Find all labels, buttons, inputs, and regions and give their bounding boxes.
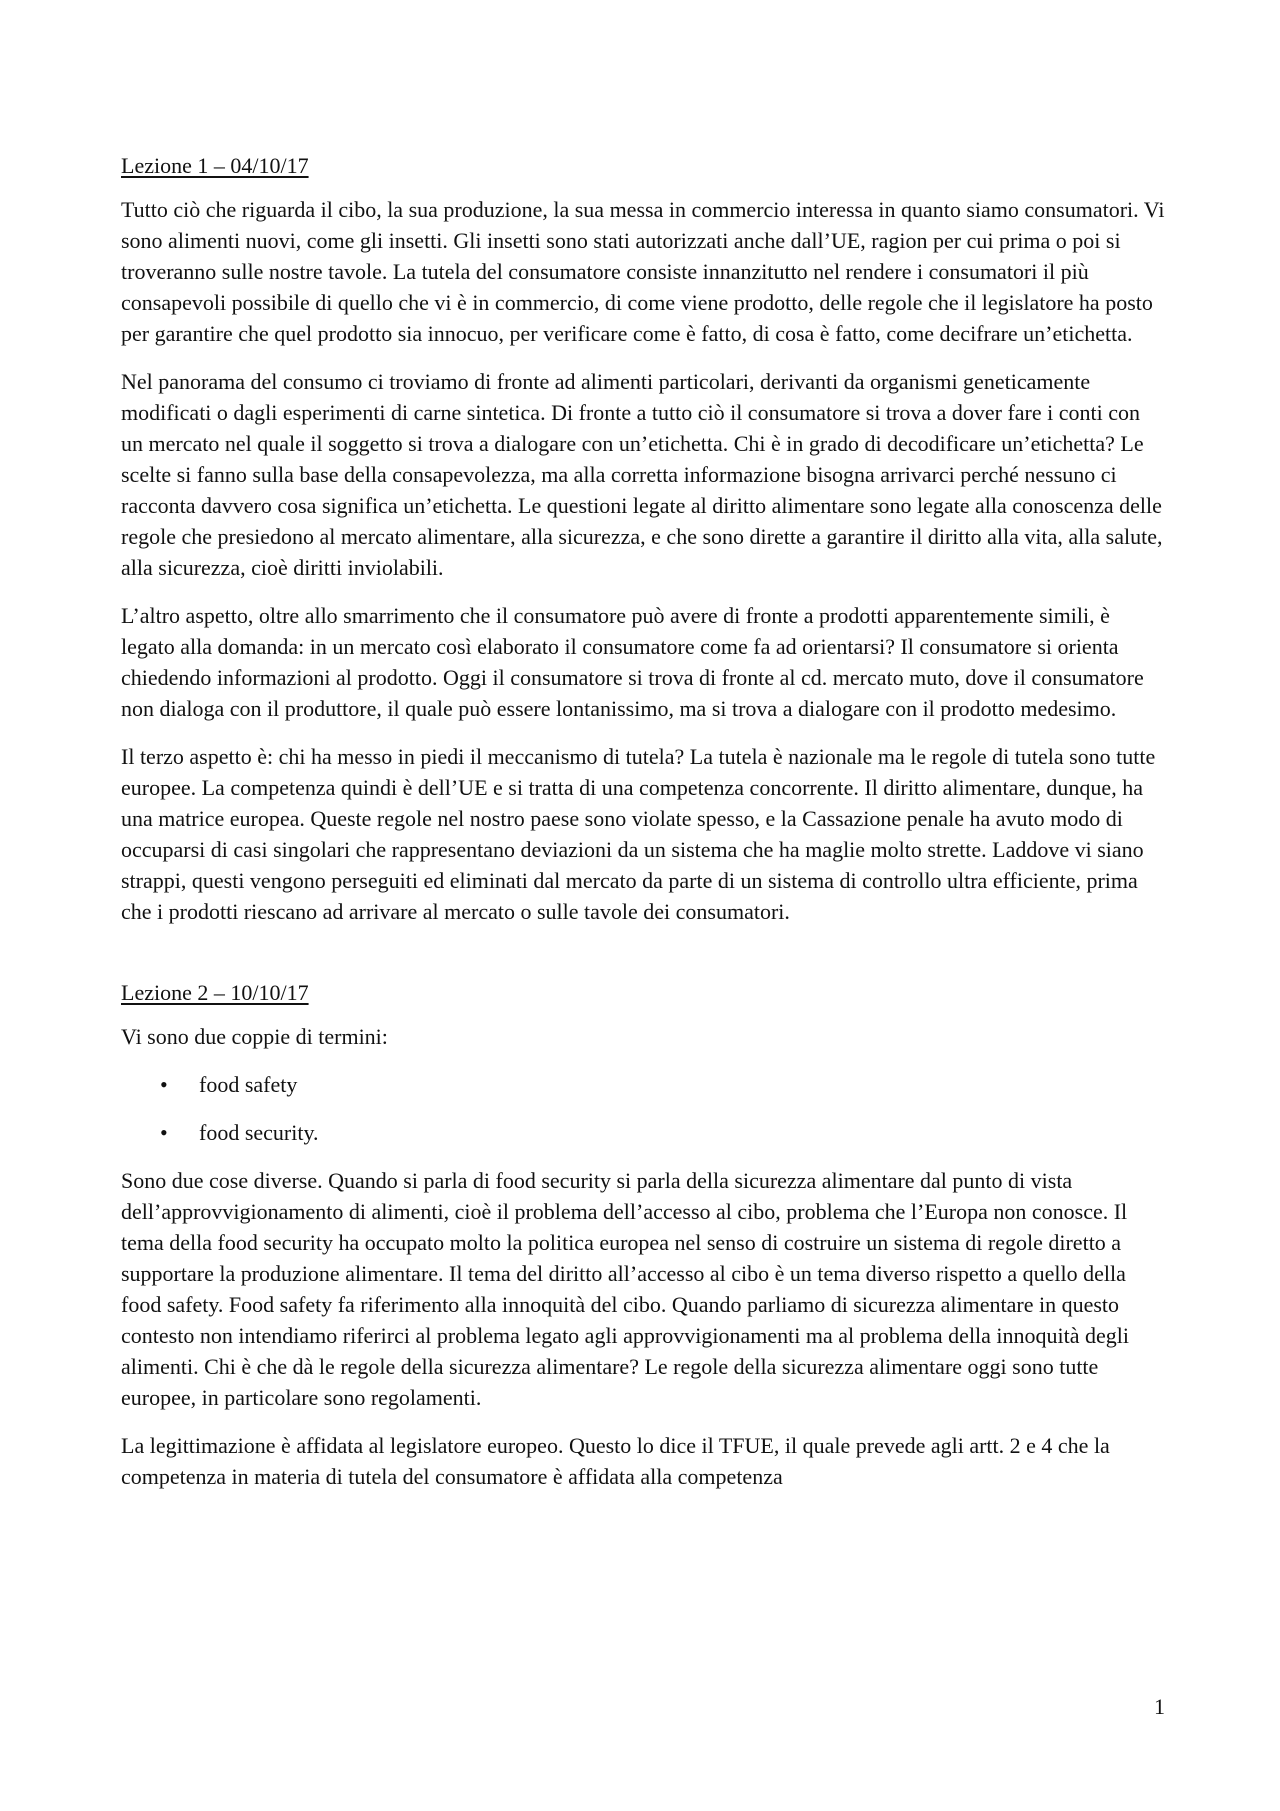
list-item [121,1117,1166,1148]
list-item-text: food safety [199,1072,298,1097]
page-number: 1 [1154,1694,1165,1719]
lesson-2-paragraph-1: Sono due cose diverse. Quando si parla di food security si parla della sicurezza alimentare dal punto di vista dell’approvvigionamento di alimenti, cioè il problema dell’accesso al cibo, problema che l’Europa non conosce. Il tema della food security ha occupato molto la politica europea nel senso di costruire un sistema di regole diretto a supportare la produzione alimentare. Il tema del diritto all’accesso al cibo è un tema diverso rispetto a quello della food safety. Food safety fa riferimento alla innoquità del cibo. Quando parliamo di sicurezza alimentare in questo contesto non intendiamo riferirci al problema legato agli approvvigionamenti ma al problema della innoquità degli alimenti. Chi è che dà le regole della sicurezza alimentare? Le regole della sicurezza alimentare oggi sono tutte europee, in particolare sono regolamenti. [121,1168,1130,1410]
lesson-1-paragraph-1: Tutto ciò che riguarda il cibo, la sua produzione, la sua messa in commercio interessa in quanto siamo consumatori. Vi sono alimenti nuovi, come gli insetti. Gli insetti sono stati autorizzati anche dall’UE, ragion per cui prima o poi si troveranno sulle nostre tavole. La tutela del consumatore consiste innanzitutto nel rendere i consumatori il più consapevoli possibile di quello che vi è in commercio, di come viene prodotto, delle regole che il legislatore ha posto per garantire che quel prodotto sia innocuo, per verificare come è fatto, di cosa è fatto, come decifrare un’etichetta. [121,197,1165,346]
document-page [121,150,1166,1509]
lesson-2-intro: Vi sono due coppie di termini: [121,1024,388,1049]
bullet-icon: • [160,1120,168,1145]
lesson-1-paragraph-2: Nel panorama del consumo ci troviamo di fronte ad alimenti particolari, derivanti da organismi geneticamente modificati o dagli esperimenti di carne sintetica. Di fronte a tutto ciò il consumatore si trova a dover fare i conti con un mercato nel quale il soggetto si trova a dialogare con un’etichetta. Chi è in grado di decodificare un’etichetta? Le scelte si fanno sulla base della consapevolezza, ma alla corretta informazione bisogna arrivarci perché nessuno ci racconta davvero cosa significa un’etichetta. Le questioni legate al diritto alimentare sono legate alla conoscenza delle regole che presiedono al mercato alimentare, alla sicurezza, e che sono dirette a garantire il diritto alla vita, alla salute, alla sicurezza, cioè diritti inviolabili. [121,369,1163,580]
lesson-1-paragraph-3: L’altro aspetto, oltre allo smarrimento che il consumatore può avere di fronte a prodotti apparentemente simili, è legato alla domanda: in un mercato così elaborato il consumatore come fa ad orientarsi? Il consumatore si orienta chiedendo informazioni al prodotto. Oggi il consumatore si trova di fronte al cd. mercato muto, dove il consumatore non dialoga con il produttore, il quale può essere lontanissimo, ma si trova a dialogare con il prodotto medesimo. [121,603,1144,721]
lesson-1-paragraph-4: Il terzo aspetto è: chi ha messo in piedi il meccanismo di tutela? La tutela è nazionale ma le regole di tutela sono tutte europee. La competenza quindi è dell’UE e si tratta di una competenza concorrente. Il diritto alimentare, dunque, ha una matrice europea. Queste regole nel nostro paese sono violate spesso, e la Cassazione penale ha avuto modo di occuparsi di casi singolari che rappresentano deviazioni da un sistema che ha maglie molto strette. Laddove vi siano strappi, questi vengono perseguiti ed eliminati dal mercato da parte di un sistema di controllo ultra efficiente, prima che i prodotti riescano ad arrivare al mercato o sulle tavole dei consumatori. [121,744,1156,924]
list-item [121,1069,1166,1100]
list-item-text: food security. [199,1120,319,1145]
bullet-icon: • [160,1072,168,1097]
lesson-2-paragraph-2: La legittimazione è affidata al legislatore europeo. Questo lo dice il TFUE, il quale prevede agli artt. 2 e 4 che la competenza in materia di tutela del consumatore è affidata alla competenza [121,1433,1110,1489]
lesson-1-heading: Lezione 1 – 04/10/17 [121,153,309,178]
lesson-2-heading: Lezione 2 – 10/10/17 [121,980,309,1005]
terms-list [121,1069,1166,1148]
